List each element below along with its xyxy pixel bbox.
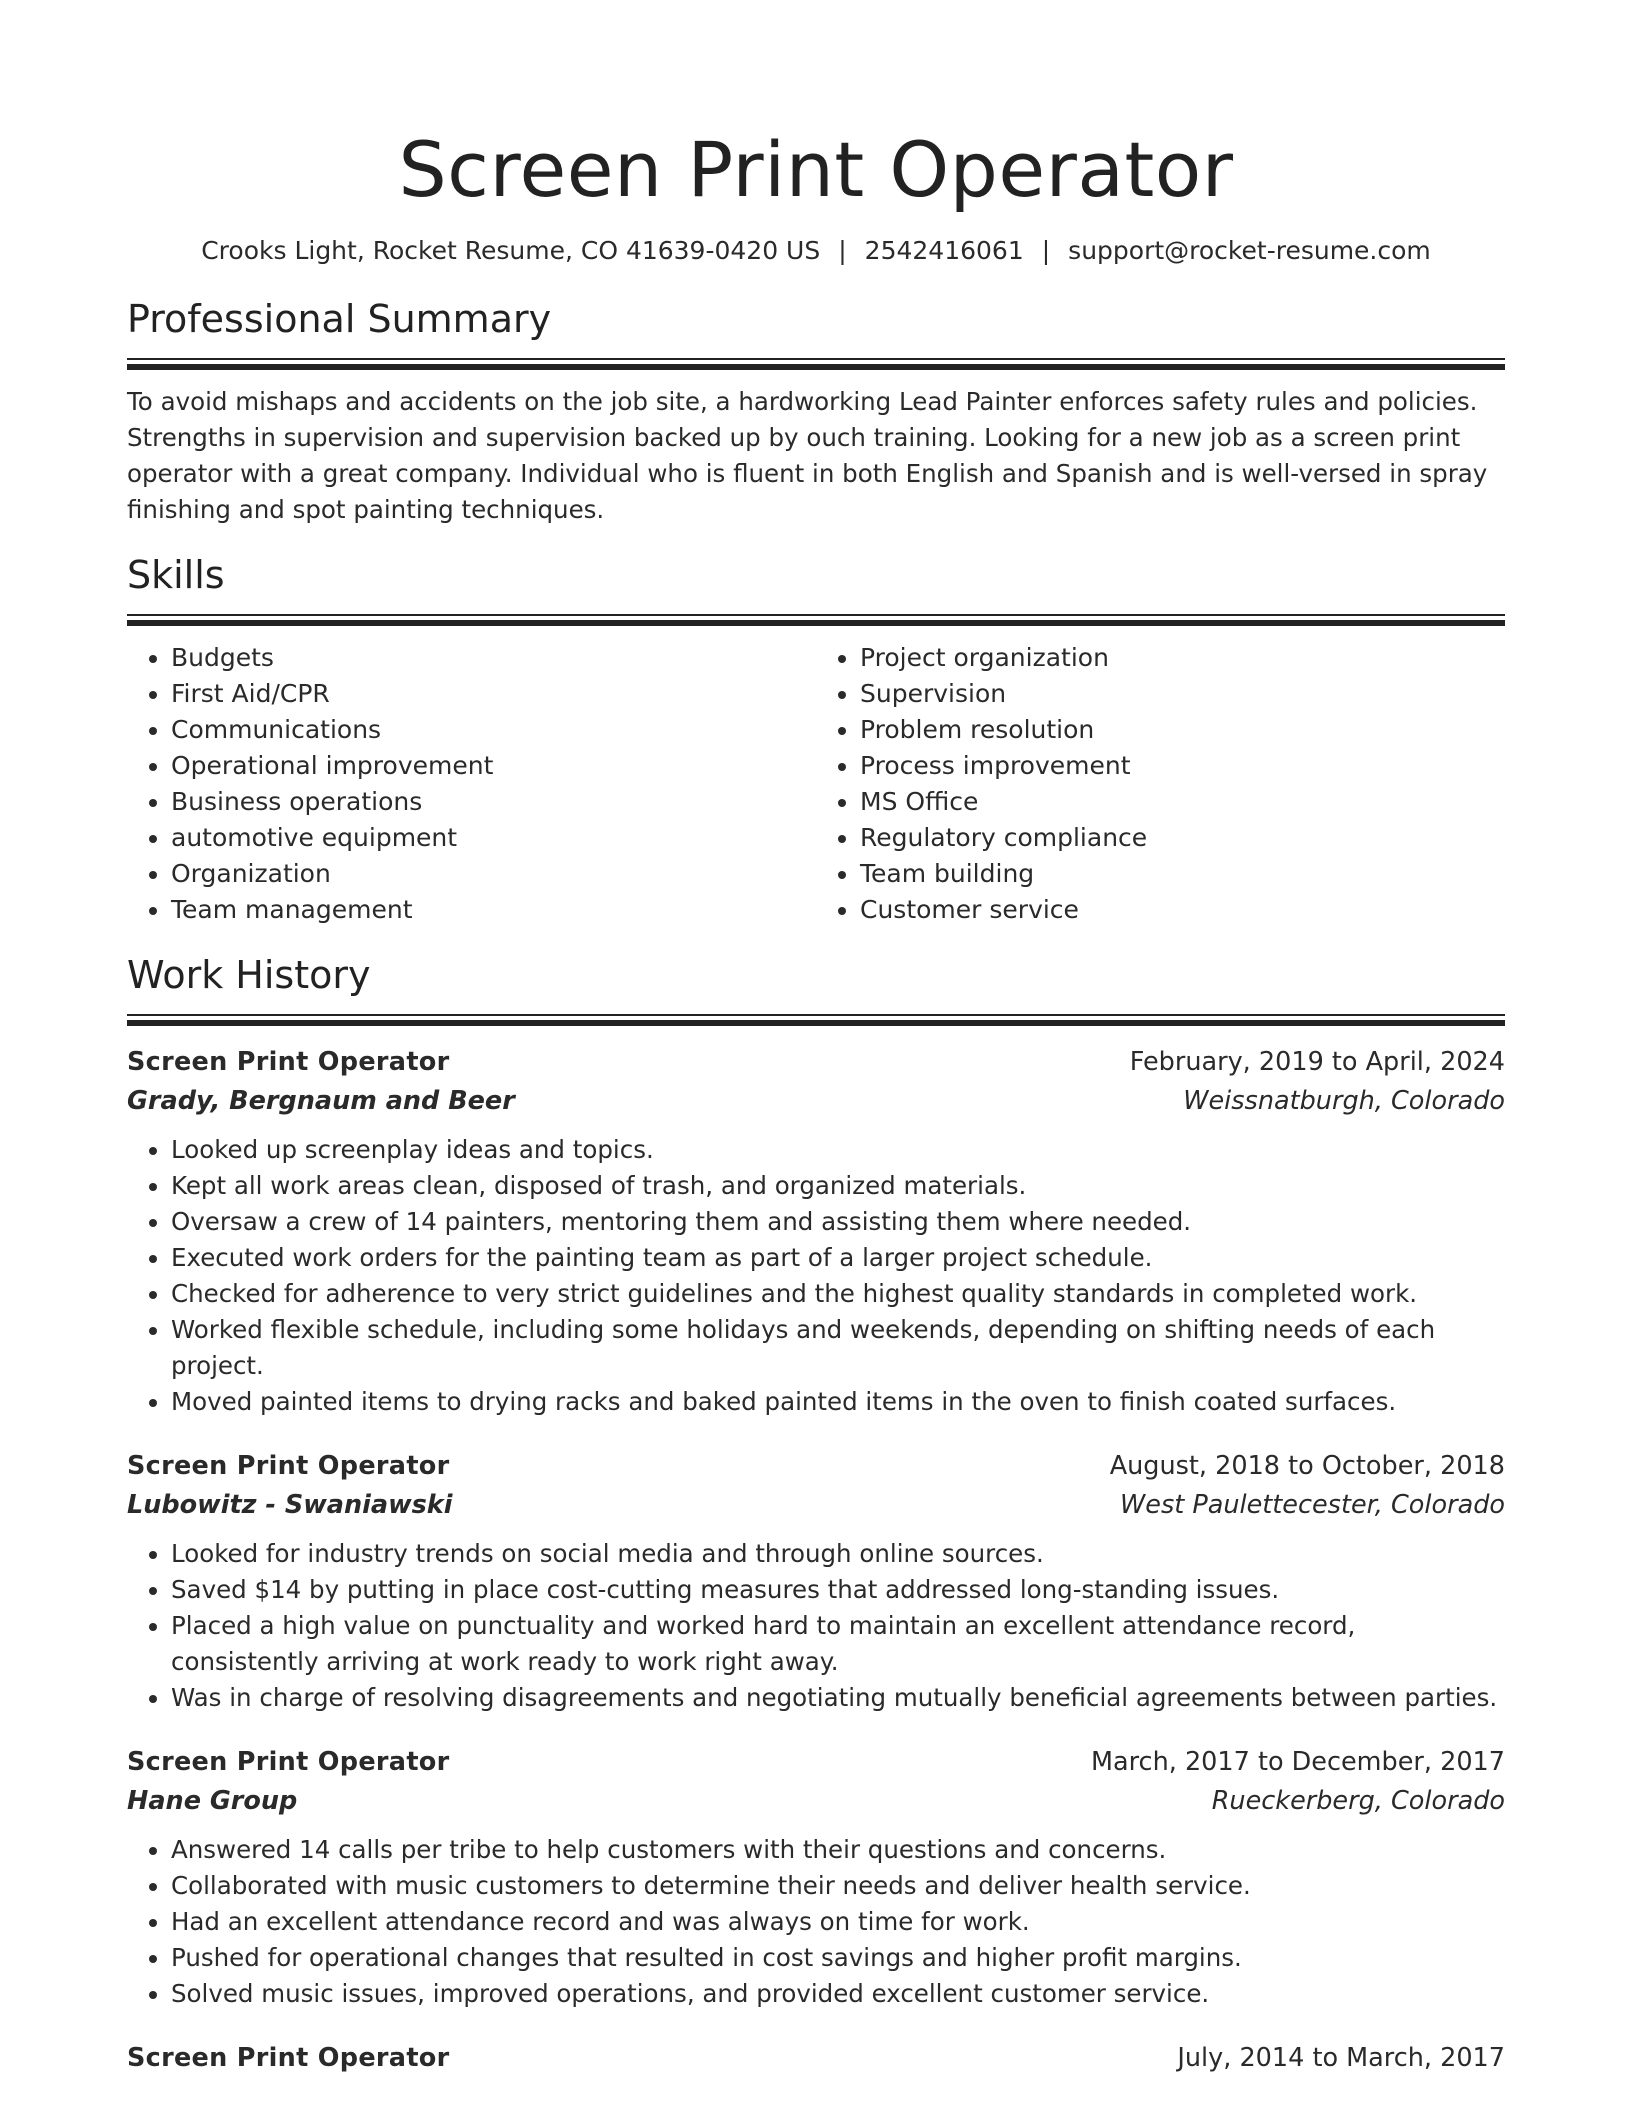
job-entry: [127, 1742, 1505, 2012]
section-divider: [127, 1014, 1505, 1026]
skill-item: • Team management: [171, 892, 816, 928]
job-company: Lubowitz - Swaniawski: [127, 1490, 453, 1520]
contact-line: [127, 234, 1505, 268]
skill-item: • First Aid/CPR: [171, 676, 816, 712]
job-title: Screen Print Operator: [127, 1747, 450, 1777]
job-bullet: • Looked up screenplay ideas and topics.: [171, 1132, 1505, 1168]
job-dates: August, 2018 to October, 2018: [1109, 1451, 1505, 1481]
skill-item: • Customer service: [860, 892, 1505, 928]
job-location: West Paulettecester, Colorado: [1120, 1490, 1505, 1520]
job-header-row: [127, 2038, 1505, 2078]
job-subheader-row: [127, 1082, 1505, 1120]
job-company: Grady, Bergnaum and Beer: [127, 1086, 515, 1116]
skill-item: • Organization: [171, 856, 816, 892]
job-bullet: • Executed work orders for the painting team as part of a larger project schedule.: [171, 1240, 1505, 1276]
skills-list-right: [816, 640, 1505, 928]
job-bullet: • Had an excellent attendance record and was always on time for work.: [171, 1904, 1505, 1940]
job-header-row: [127, 1742, 1505, 1782]
job-bullets: [127, 1536, 1505, 1716]
skill-item: • Project organization: [860, 640, 1505, 676]
job-location: Rueckerberg, Colorado: [1211, 1786, 1505, 1816]
job-subheader-row: [127, 1486, 1505, 1524]
job-bullet: • Oversaw a crew of 14 painters, mentoring them and assisting them where needed.: [171, 1204, 1505, 1240]
job-location: Weissnatburgh, Colorado: [1183, 1086, 1505, 1116]
job-entry: [127, 1446, 1505, 1716]
job-bullet: • Was in charge of resolving disagreements and negotiating mutually beneficial agreements between parties.: [171, 1680, 1505, 1716]
job-bullets: [127, 1132, 1505, 1420]
job-title: Screen Print Operator: [127, 1047, 450, 1077]
skill-item: • MS Office: [860, 784, 1505, 820]
section-title-skills: Skills: [127, 553, 225, 597]
job-dates: July, 2014 to March, 2017: [1177, 2043, 1505, 2073]
skill-item: • Problem resolution: [860, 712, 1505, 748]
skill-item: • Regulatory compliance: [860, 820, 1505, 856]
job-title: Screen Print Operator: [127, 2043, 450, 2073]
candidate-name: Screen Print Operator: [398, 125, 1234, 214]
job-subheader-row: [127, 1782, 1505, 1820]
section-divider: [127, 614, 1505, 626]
skill-item: • Supervision: [860, 676, 1505, 712]
job-bullet: • Moved painted items to drying racks and baked painted items in the oven to finish coated surfaces.: [171, 1384, 1505, 1420]
skill-item: • Process improvement: [860, 748, 1505, 784]
job-bullet: • Placed a high value on punctuality and worked hard to maintain an excellent attendance record, consistently arriving at work ready to work right away.: [171, 1608, 1505, 1680]
job-bullet: • Looked for industry trends on social media and through online sources.: [171, 1536, 1505, 1572]
skill-item: • Operational improvement: [171, 748, 816, 784]
job-title: Screen Print Operator: [127, 1451, 450, 1481]
job-dates: February, 2019 to April, 2024: [1129, 1047, 1505, 1077]
skill-item: • Communications: [171, 712, 816, 748]
section-title-work-history: Work History: [127, 953, 371, 997]
job-entry: [127, 1042, 1505, 1420]
contact-address: Crooks Light, Rocket Resume, CO 41639-0420 US: [201, 236, 821, 265]
skills-list-left: [127, 640, 816, 928]
job-bullet: • Collaborated with music customers to determine their needs and deliver health service.: [171, 1868, 1505, 1904]
contact-separator: |: [838, 236, 847, 265]
job-entry: [127, 2038, 1505, 2078]
job-header-row: [127, 1042, 1505, 1082]
job-header-row: [127, 1446, 1505, 1486]
job-bullets: [127, 1832, 1505, 2012]
skills-columns: [127, 640, 1505, 928]
skill-item: • Team building: [860, 856, 1505, 892]
job-company: Hane Group: [127, 1786, 298, 1816]
skill-item: • Budgets: [171, 640, 816, 676]
section-title-summary: Professional Summary: [127, 297, 552, 341]
work-history-section: [127, 950, 1505, 2078]
summary-section: [127, 294, 1505, 528]
contact-phone: 2542416061: [864, 236, 1024, 265]
job-bullet: • Pushed for operational changes that resulted in cost savings and higher profit margins.: [171, 1940, 1505, 1976]
job-bullet: • Checked for adherence to very strict guidelines and the highest quality standards in completed work.: [171, 1276, 1505, 1312]
contact-email[interactable]: support@rocket-resume.com: [1068, 236, 1431, 265]
job-dates: March, 2017 to December, 2017: [1091, 1747, 1505, 1777]
job-bullet: • Worked flexible schedule, including some holidays and weekends, depending on shifting needs of each project.: [171, 1312, 1505, 1384]
skills-section: [127, 550, 1505, 928]
skill-item: • automotive equipment: [171, 820, 816, 856]
skill-item: • Business operations: [171, 784, 816, 820]
section-divider: [127, 358, 1505, 370]
summary-text: To avoid mishaps and accidents on the job site, a hardworking Lead Painter enforces safety rules and policies. Strengths in supervision and supervision backed up by ouch training. Looking for a new job as a screen print operator with a great company. Individual who is fluent in both English and Spanish and is well-versed in spray finishing and spot painting techniques.: [127, 387, 1488, 524]
job-bullet: • Answered 14 calls per tribe to help customers with their questions and concerns.: [171, 1832, 1505, 1868]
job-bullet: • Saved $14 by putting in place cost-cutting measures that addressed long-standing issues.: [171, 1572, 1505, 1608]
job-bullet: • Kept all work areas clean, disposed of trash, and organized materials.: [171, 1168, 1505, 1204]
contact-separator: |: [1041, 236, 1051, 265]
job-bullet: • Solved music issues, improved operations, and provided excellent customer service.: [171, 1976, 1505, 2012]
